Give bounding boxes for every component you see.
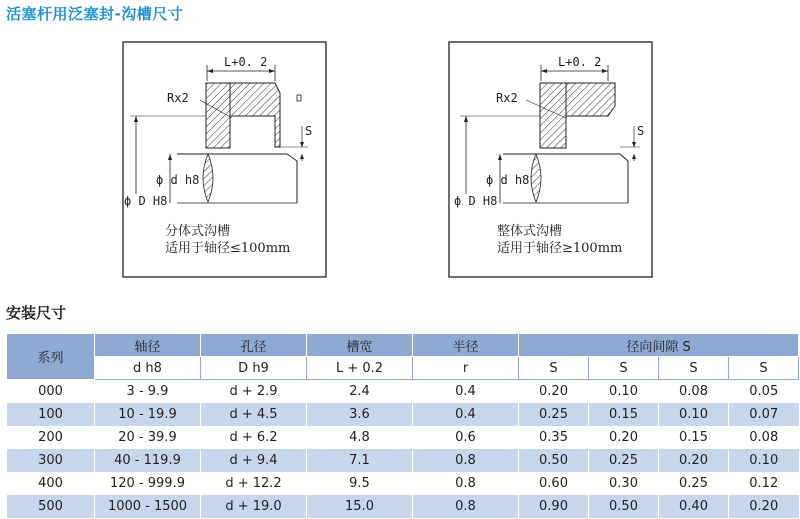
table-cell: 0.60 <box>519 472 589 495</box>
bore-diameter-label: ϕ D H8 <box>124 194 168 208</box>
table-cell: 0.8 <box>413 472 519 495</box>
table-cell: 15.0 <box>307 495 413 518</box>
header-groove-width: 槽宽 <box>307 334 413 357</box>
subheader-cell: L + 0.2 <box>307 357 413 380</box>
table-cell: 0.8 <box>413 449 519 472</box>
installation-dimensions-table <box>6 333 799 518</box>
table-cell: 0.05 <box>729 380 799 404</box>
shaft-diameter-label: ϕ d h8 <box>486 173 530 187</box>
table-cell: 0.12 <box>729 472 799 495</box>
header-radial-clearance: 径向间隙 S <box>519 334 799 357</box>
table-row <box>7 403 799 426</box>
table-cell: 000 <box>7 380 95 404</box>
table-cell: 0.25 <box>589 449 659 472</box>
table-cell: 0.10 <box>589 380 659 404</box>
page-title: 活塞杆用泛塞封-沟槽尺寸 <box>6 5 184 23</box>
table-cell: 10 - 19.9 <box>95 403 201 426</box>
table-cell: 0.10 <box>659 403 729 426</box>
section-title: 安装尺寸 <box>6 304 67 322</box>
table-cell: 300 <box>7 449 95 472</box>
table-cell: 0.30 <box>589 472 659 495</box>
table-cell: 0.90 <box>519 495 589 518</box>
table-cell: 0.20 <box>589 426 659 449</box>
groove-width-label: L+0. 2 <box>558 55 602 69</box>
table-row <box>7 426 799 449</box>
table-cell: 0.15 <box>659 426 729 449</box>
groove-width-label: L+0. 2 <box>224 55 268 69</box>
table-cell: 3.6 <box>307 403 413 426</box>
table-cell: 0.08 <box>729 426 799 449</box>
table-cell: d + 9.4 <box>201 449 307 472</box>
header-series: 系列 <box>7 334 95 380</box>
table-cell: d + 6.2 <box>201 426 307 449</box>
table-cell: 500 <box>7 495 95 518</box>
table-cell: 0.50 <box>519 449 589 472</box>
integral-groove-diagram <box>448 41 653 278</box>
bore-diameter-label: ϕ D H8 <box>454 194 498 208</box>
table-cell: 0.50 <box>589 495 659 518</box>
table-cell: 40 - 119.9 <box>95 449 201 472</box>
table-cell: 0.20 <box>659 449 729 472</box>
header-radius: 半径 <box>413 334 519 357</box>
subheader-cell: d h8 <box>95 357 201 380</box>
table-cell: 0.4 <box>413 380 519 404</box>
table-cell: 0.25 <box>519 403 589 426</box>
table-cell: 0.10 <box>729 449 799 472</box>
radius-label: Rx2 <box>496 91 518 105</box>
table-cell: 0.40 <box>659 495 729 518</box>
table-cell: 0.6 <box>413 426 519 449</box>
table-cell: 4.8 <box>307 426 413 449</box>
table-row <box>7 380 799 404</box>
header-shaft-diameter: 轴径 <box>95 334 201 357</box>
subheader-cell: S <box>519 357 589 380</box>
table-cell: 200 <box>7 426 95 449</box>
diagram-caption: 分体式沟槽 适用于轴径≤100mm <box>165 224 291 256</box>
shaft-diameter-label: ϕ d h8 <box>156 173 200 187</box>
split-groove-diagram <box>122 41 327 278</box>
table-cell: 100 <box>7 403 95 426</box>
subheader-cell: S <box>659 357 729 380</box>
table-cell: 1000 - 1500 <box>95 495 201 518</box>
table-cell: 0.4 <box>413 403 519 426</box>
table-row <box>7 449 799 472</box>
table-cell: 7.1 <box>307 449 413 472</box>
table-cell: 0.20 <box>519 380 589 404</box>
table-cell: d + 19.0 <box>201 495 307 518</box>
subheader-cell: S <box>729 357 799 380</box>
table-cell: 0.35 <box>519 426 589 449</box>
table-cell: 0.08 <box>659 380 729 404</box>
table-cell: 20 - 39.9 <box>95 426 201 449</box>
table-row <box>7 472 799 495</box>
table-cell: 0.07 <box>729 403 799 426</box>
table-cell: 3 - 9.9 <box>95 380 201 404</box>
table-cell: d + 2.9 <box>201 380 307 404</box>
subheader-cell: S <box>589 357 659 380</box>
subheader-cell: D h9 <box>201 357 307 380</box>
table-cell: 400 <box>7 472 95 495</box>
table-cell: 120 - 999.9 <box>95 472 201 495</box>
table-cell: 9.5 <box>307 472 413 495</box>
radius-label: Rx2 <box>167 91 189 105</box>
table-cell: 0.15 <box>589 403 659 426</box>
diagram-caption: 整体式沟槽 适用于轴径≥100mm <box>497 224 623 256</box>
table-cell: 0.20 <box>729 495 799 518</box>
subheader-cell: r <box>413 357 519 380</box>
table-cell: 0.25 <box>659 472 729 495</box>
table-cell: 0.8 <box>413 495 519 518</box>
table-cell: d + 12.2 <box>201 472 307 495</box>
table-cell: d + 4.5 <box>201 403 307 426</box>
table-row <box>7 495 799 518</box>
s-label: S <box>637 124 645 138</box>
header-bore-diameter: 孔径 <box>201 334 307 357</box>
s-label: S <box>305 124 313 138</box>
table-cell: 2.4 <box>307 380 413 404</box>
